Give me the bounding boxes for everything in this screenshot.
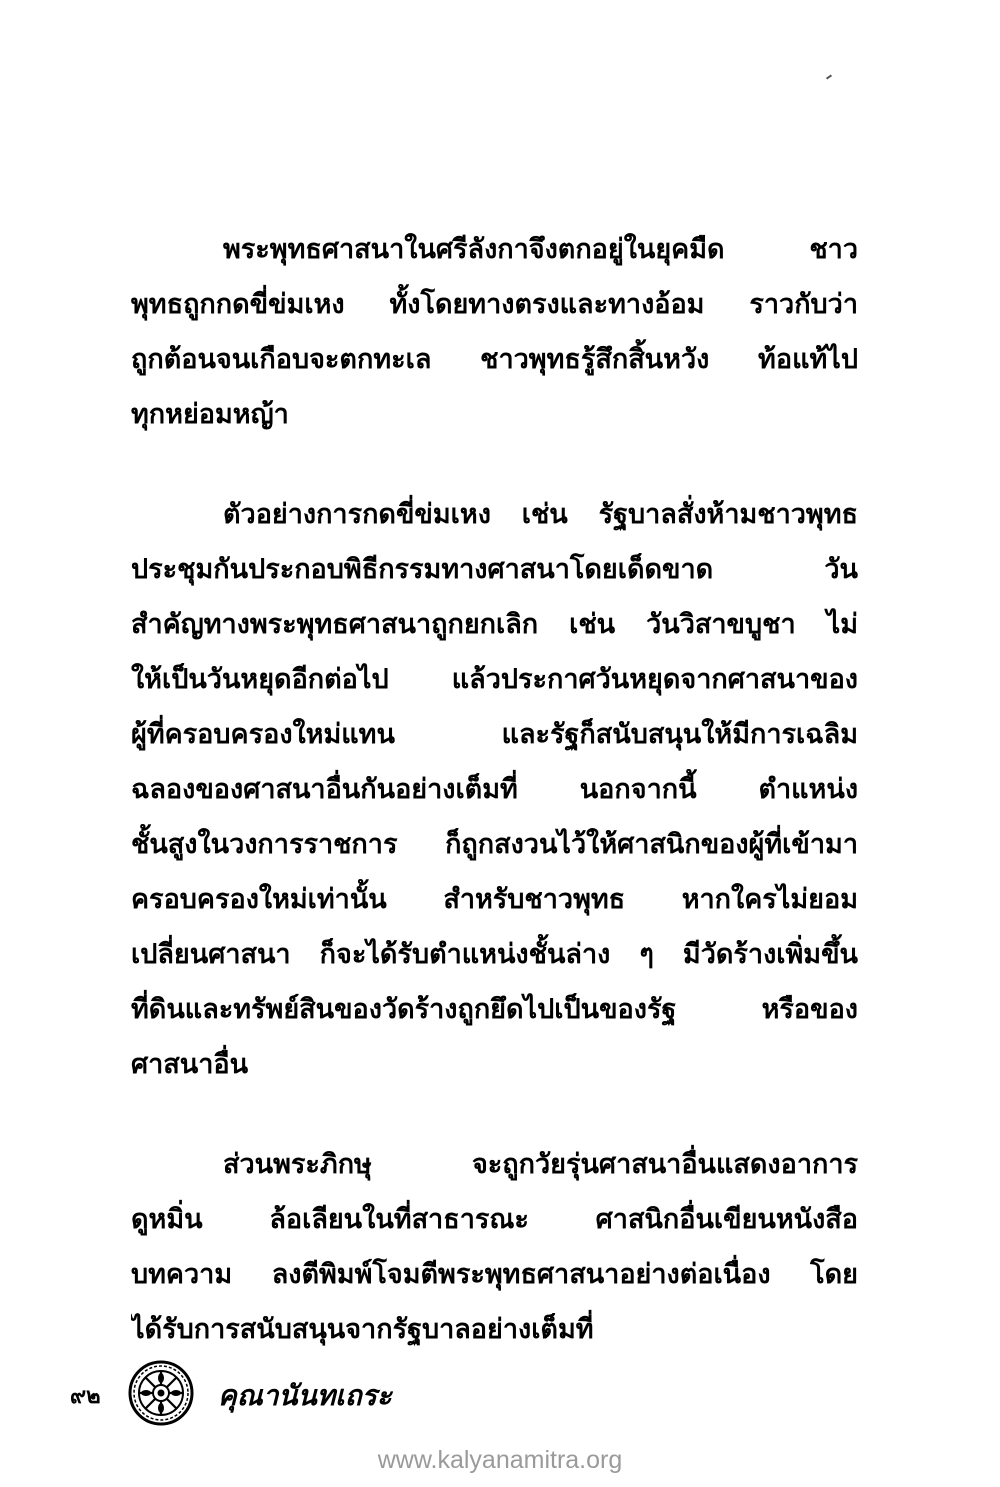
body-text bbox=[131, 222, 858, 1402]
text-line: ทุกหย่อมหญ้า bbox=[131, 399, 289, 430]
page-footer bbox=[0, 1358, 1000, 1428]
text-line: บทความ ลงตีพิมพ์โจมตีพระพุทธศาสนาอย่างต่อเนื่อง โดย bbox=[131, 1259, 858, 1290]
text-line: พุทธถูกกดขี่ข่มเหง ทั้งโดยทางตรงและทางอ้อม ราวกับว่า bbox=[131, 289, 858, 320]
website-watermark: www.kalyanamitra.org bbox=[377, 1446, 623, 1474]
footer-title: คุณานันทเถระ bbox=[218, 1379, 392, 1412]
text-line: ศาสนาอื่น bbox=[131, 1049, 249, 1080]
text-line: ชั้นสูงในวงการราชการ ก็ถูกสงวนไว้ให้ศาสนิกของผู้ที่เข้ามา bbox=[131, 829, 858, 860]
text-line: ครอบครองใหม่เท่านั้น สำหรับชาวพุทธ หากใครไม่ยอม bbox=[131, 884, 858, 915]
text-line: ให้เป็นวันหยุดอีกต่อไป แล้วประกาศวันหยุดจากศาสนาของ bbox=[131, 664, 858, 695]
text-line: ส่วนพระภิกษุ จะถูกวัยรุ่นศาสนาอื่นแสดงอาการ bbox=[223, 1149, 858, 1180]
text-line: เปลี่ยนศาสนา ก็จะได้รับตำแหน่งชั้นล่าง ๆ มีวัดร้างเพิ่มขึ้น bbox=[131, 939, 858, 970]
text-line: ได้รับการสนับสนุนจากรัฐบาลอย่างเต็มที่ bbox=[131, 1314, 594, 1345]
text-line: ตัวอย่างการกดขี่ข่มเหง เช่น รัฐบาลสั่งห้ามชาวพุทธ bbox=[223, 499, 858, 530]
stray-mark bbox=[826, 74, 832, 79]
text-line: ฉลองของศาสนาอื่นกันอย่างเต็มที่ นอกจากนี้ ตำแหน่ง bbox=[131, 774, 858, 805]
page-number: ๙๒ bbox=[70, 1384, 101, 1409]
text-line: พระพุทธศาสนาในศรีลังกาจึงตกอยู่ในยุคมืด ชาว bbox=[223, 234, 858, 265]
text-line: ที่ดินและทรัพย์สินของวัดร้างถูกยึดไปเป็นของรัฐ หรือของ bbox=[131, 994, 858, 1025]
dharma-wheel-icon bbox=[128, 1360, 194, 1426]
text-line: ผู้ที่ครอบครองใหม่แทน และรัฐก็สนับสนุนให้มีการเฉลิม bbox=[131, 719, 858, 750]
text-line: ประชุมกันประกอบพิธีกรรมทางศาสนาโดยเด็ดขาด วัน bbox=[131, 554, 858, 585]
paragraph-1 bbox=[131, 222, 858, 442]
text-line: ดูหมิ่น ล้อเลียนในที่สาธารณะ ศาสนิกอื่นเขียนหนังสือ bbox=[131, 1204, 858, 1235]
text-line: ถูกต้อนจนเกือบจะตกทะเล ชาวพุทธรู้สึกสิ้นหวัง ท้อแท้ไป bbox=[131, 344, 858, 375]
paragraph-2 bbox=[131, 487, 858, 1092]
text-line: สำคัญทางพระพุทธศาสนาถูกยกเลิก เช่น วันวิสาขบูชา ไม่ bbox=[131, 609, 858, 640]
paragraph-3 bbox=[131, 1137, 858, 1357]
